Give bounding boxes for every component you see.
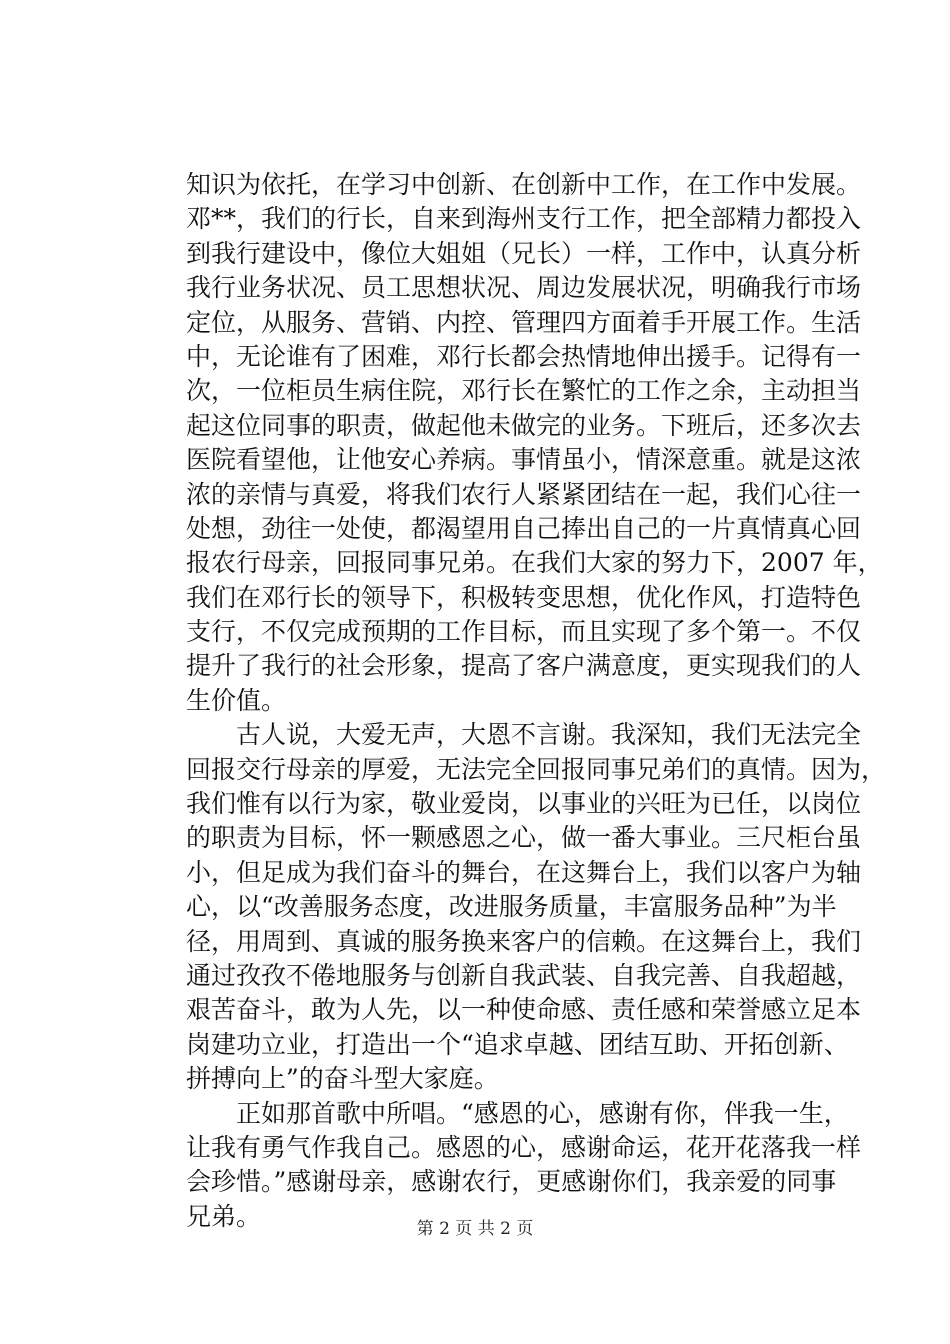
text-line: 艰苦奋斗，敢为人先，以一种使命感、责任感和荣誉感立足本 bbox=[186, 995, 862, 1025]
text-line: 报农行母亲，回报同事兄弟。在我们大家的努力下，2007 年， bbox=[186, 548, 883, 578]
text-line: 正如那首歌中所唱。“感恩的心，感谢有你，伴我一生， bbox=[186, 1098, 849, 1128]
text-line: 医院看望他，让他安心养病。事情虽小，情深意重。就是这浓 bbox=[186, 445, 862, 475]
text-line: 小，但足成为我们奋斗的舞台，在这舞台上，我们以客户为轴 bbox=[186, 857, 862, 887]
text-line: 我们在邓行长的领导下，积极转变思想，优化作风，打造特色 bbox=[186, 582, 862, 612]
text-line: 径，用周到、真诚的服务换来客户的信赖。在这舞台上，我们 bbox=[186, 926, 862, 956]
text-line: 让我有勇气作我自己。感恩的心，感谢命运，花开花落我一样 bbox=[186, 1132, 862, 1162]
text-line: 起这位同事的职责，做起他未做完的业务。下班后，还多次去 bbox=[186, 410, 862, 440]
text-line: 定位，从服务、营销、内控、管理四方面着手开展工作。生活 bbox=[186, 307, 862, 337]
text-line: 浓的亲情与真爱，将我们农行人紧紧团结在一起，我们心往一 bbox=[186, 479, 862, 509]
text-line: 提升了我行的社会形象，提高了客户满意度，更实现我们的人 bbox=[186, 651, 862, 681]
text-line: 中，无论谁有了困难，邓行长都会热情地伸出援手。记得有一 bbox=[186, 341, 862, 371]
text-line: 到我行建设中，像位大姐姐（兄长）一样，工作中，认真分析 bbox=[186, 238, 862, 268]
text-line: 我们惟有以行为家，敬业爱岗，以事业的兴旺为已任，以岗位 bbox=[186, 789, 862, 819]
text-line: 支行，不仅完成预期的工作目标，而且实现了多个第一。不仅 bbox=[186, 617, 862, 647]
text-line: 处想，劲往一处使，都渴望用自己捧出自己的一片真情真心回 bbox=[186, 513, 862, 543]
text-line: 兄弟。 bbox=[186, 1201, 262, 1231]
text-line: 回报交行母亲的厚爱，无法完全回报同事兄弟们的真情。因为， bbox=[186, 754, 887, 784]
text-line: 古人说，大爱无声，大恩不言谢。我深知，我们无法完全 bbox=[186, 720, 862, 750]
body-text bbox=[186, 168, 887, 1234]
page-footer: 第 2 页 共 2 页 bbox=[416, 1219, 534, 1239]
text-line: 次，一位柜员生病住院，邓行长在繁忙的工作之余，主动担当 bbox=[186, 376, 862, 406]
text-line: 会珍惜。”感谢母亲，感谢农行，更感谢你们，我亲爱的同事 bbox=[186, 1167, 837, 1197]
text-line: 邓**，我们的行长，自来到海州支行工作，把全部精力都投入 bbox=[186, 204, 862, 234]
text-line: 通过孜孜不倦地服务与创新自我武装、自我完善、自我超越， bbox=[186, 960, 862, 990]
text-line: 生价值。 bbox=[186, 685, 287, 715]
text-line: 心，以“改善服务态度，改进服务质量，丰富服务品种”为半 bbox=[186, 892, 837, 922]
text-line: 知识为依托，在学习中创新、在创新中工作，在工作中发展。 bbox=[186, 170, 862, 199]
text-line: 拼搏向上”的奋斗型大家庭。 bbox=[186, 1064, 499, 1094]
text-line: 我行业务状况、员工思想状况、周边发展状况，明确我行市场 bbox=[186, 273, 862, 303]
text-line: 的职责为目标，怀一颗感恩之心，做一番大事业。三尺柜台虽 bbox=[186, 823, 862, 853]
text-line: 岗建功立业，打造出一个“追求卓越、团结互助、开拓创新、 bbox=[186, 1029, 849, 1059]
